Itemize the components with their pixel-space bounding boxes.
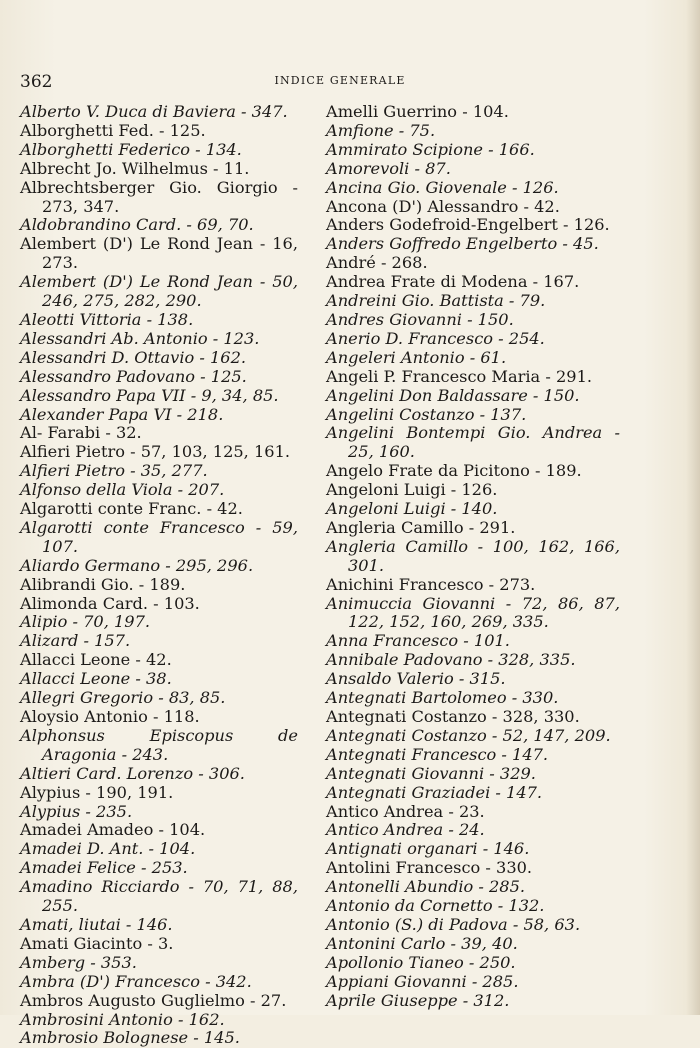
index-entry: Alipio - 70, 197. — [20, 612, 151, 632]
index-entry: Amberg - 353. — [20, 952, 137, 972]
index-entry: Antonio (S.) di Padova - 58, 63. — [326, 914, 581, 934]
index-entry: Antonelli Abundio - 285. — [326, 877, 526, 897]
page-edge-shadow — [686, 0, 700, 1015]
index-entry: Anichini Francesco - 273. — [326, 574, 536, 594]
index-entry: Alypius - 235. — [20, 801, 133, 821]
index-entry: Angelini Bontempi Gio. Andrea - 25, 160. — [326, 423, 620, 462]
index-entry: Amfione - 75. — [326, 120, 436, 140]
index-entry: Antico Andrea - 24. — [326, 820, 485, 840]
index-entry: Angelini Don Baldassare - 150. — [326, 385, 580, 405]
index-entry: Allacci Leone - 42. — [20, 650, 172, 670]
running-title: INDICE GENERALE — [274, 74, 406, 87]
page-number: 362 — [20, 72, 53, 92]
index-entry: Antignati organari - 146. — [326, 839, 530, 859]
index-entry: Amadino Ricciardo - 70, 71, 88, 255. — [20, 877, 298, 916]
index-entry: Alborghetti Federico - 134. — [20, 139, 242, 159]
index-entry: Ambrosini Antonio - 162. — [20, 1009, 225, 1029]
index-entry: Ambrosio Bolognese - 145. — [20, 1028, 240, 1048]
index-entry: Alessandro Papa VII - 9, 34, 85. — [20, 385, 279, 405]
index-entry: Alessandri Ab. Antonio - 123. — [20, 328, 260, 348]
index-entry: Amadei Amadeo - 104. — [20, 820, 206, 840]
index-entry: Alypius - 190, 191. — [20, 782, 174, 802]
index-entry: Antegnati Giovanni - 329. — [326, 763, 536, 783]
index-entry: Algarotti conte Franc. - 42. — [20, 499, 243, 519]
index-entry: Ambros Augusto Guglielmo - 27. — [20, 990, 287, 1010]
index-entry: Al- Farabi - 32. — [20, 423, 142, 443]
index-entry: Andres Giovanni - 150. — [326, 309, 514, 329]
index-entry: Allacci Leone - 38. — [20, 669, 172, 689]
index-entry: Antonio da Cornetto - 132. — [326, 896, 545, 916]
index-entry: Antegnati Bartolomeo - 330. — [326, 688, 559, 708]
index-entry: Aprile Giuseppe - 312. — [326, 990, 510, 1010]
index-entry: Amelli Guerrino - 104. — [326, 102, 509, 121]
index-entry: Andreini Gio. Battista - 79. — [326, 291, 546, 311]
index-entry: Alembert (D') Le Rond Jean - 16, 273. — [20, 234, 298, 273]
index-entry: Alessandri D. Ottavio - 162. — [20, 347, 247, 367]
index-entry: Antegnati Graziadei - 147. — [326, 782, 543, 802]
index-entry: Antonini Carlo - 39, 40. — [326, 933, 518, 953]
index-entry: Aleotti Vittoria - 138. — [20, 309, 194, 329]
index-entry: Angleria Camillo - 100, 162, 166, 301. — [326, 536, 620, 575]
index-column-right — [326, 103, 620, 1011]
index-entry: Alimonda Card. - 103. — [20, 593, 200, 613]
index-entry: Alessandro Padovano - 125. — [20, 366, 247, 386]
index-entry: Alexander Papa VI - 218. — [20, 404, 224, 424]
index-entry: André - 268. — [326, 253, 428, 273]
index-entry: Alizard - 157. — [20, 631, 131, 651]
index-entry: Allegri Gregorio - 83, 85. — [20, 688, 226, 708]
index-entry: Amadei D. Ant. - 104. — [20, 839, 196, 859]
index-entry: Antegnati Costanzo - 52, 147, 209. — [326, 725, 611, 745]
page-header — [20, 72, 660, 96]
index-entry: Antegnati Costanzo - 328, 330. — [326, 707, 580, 726]
index-entry: Aldobrandino Card. - 69, 70. — [20, 215, 254, 235]
index-entry: Alfieri Pietro - 57, 103, 125, 161. — [20, 442, 291, 462]
index-entry: Albrecht Jo. Wilhelmus - 11. — [20, 158, 250, 178]
index-entry: Aloysio Antonio - 118. — [20, 707, 200, 726]
index-entry: Angeloni Luigi - 140. — [326, 499, 498, 519]
index-entry: Alfonso della Viola - 207. — [20, 480, 225, 500]
index-entry: Ambra (D') Francesco - 342. — [20, 971, 252, 991]
index-entry: Antegnati Francesco - 147. — [326, 744, 549, 764]
index-entry: Alberto V. Duca di Baviera - 347. — [20, 102, 288, 121]
index-entry: Amati Giacinto - 3. — [20, 933, 174, 953]
index-entry: Apollonio Tianeo - 250. — [326, 952, 516, 972]
index-entry: Ancina Gio. Giovenale - 126. — [326, 177, 559, 197]
index-entry: Angleria Camillo - 291. — [326, 517, 516, 537]
index-entry: Alphonsus Episcopus de Aragonia - 243. — [20, 725, 298, 764]
index-entry: Angeloni Luigi - 126. — [326, 480, 498, 500]
index-entry: Ammirato Scipione - 166. — [326, 139, 535, 159]
index-entry: Annibale Padovano - 328, 335. — [326, 650, 576, 670]
index-entry: Anders Godefroid-Engelbert - 126. — [326, 215, 610, 235]
index-entry: Alembert (D') Le Rond Jean - 50, 246, 275, 282, 290. — [20, 272, 298, 311]
index-entry: Angeleri Antonio - 61. — [326, 347, 507, 367]
index-entry: Anna Francesco - 101. — [326, 631, 510, 651]
index-entry: Ancona (D') Alessandro - 42. — [326, 196, 560, 216]
index-entry: Anders Goffredo Engelberto - 45. — [326, 234, 599, 254]
index-entry: Ansaldo Valerio - 315. — [326, 669, 506, 689]
index-entry: Angeli P. Francesco Maria - 291. — [326, 366, 593, 386]
index-entry: Aliardo Germano - 295, 296. — [20, 555, 254, 575]
index-entry: Alibrandi Gio. - 189. — [20, 574, 186, 594]
index-entry: Antico Andrea - 23. — [326, 801, 485, 821]
index-entry: Appiani Giovanni - 285. — [326, 971, 519, 991]
index-entry: Antolini Francesco - 330. — [326, 858, 533, 878]
index-entry: Amorevoli - 87. — [326, 158, 451, 178]
index-entry: Algarotti conte Francesco - 59, 107. — [20, 517, 298, 556]
index-entry: Altieri Card. Lorenzo - 306. — [20, 763, 245, 783]
index-entry: Andrea Frate di Modena - 167. — [326, 272, 580, 292]
index-column-left — [20, 103, 298, 1048]
index-entry: Angelini Costanzo - 137. — [326, 404, 527, 424]
index-entry: Alfieri Pietro - 35, 277. — [20, 461, 208, 481]
index-entry: Angelo Frate da Picitono - 189. — [326, 461, 582, 481]
index-entry: Amadei Felice - 253. — [20, 858, 188, 878]
index-entry: Alborghetti Fed. - 125. — [20, 120, 206, 140]
index-entry: Animuccia Giovanni - 72, 86, 87, 122, 152, 160, 269, 335. — [326, 593, 620, 632]
index-entry: Anerio D. Francesco - 254. — [326, 328, 545, 348]
index-entry: Albrechtsberger Gio. Giorgio - 273, 347. — [20, 177, 298, 216]
index-entry: Amati, liutai - 146. — [20, 914, 173, 934]
